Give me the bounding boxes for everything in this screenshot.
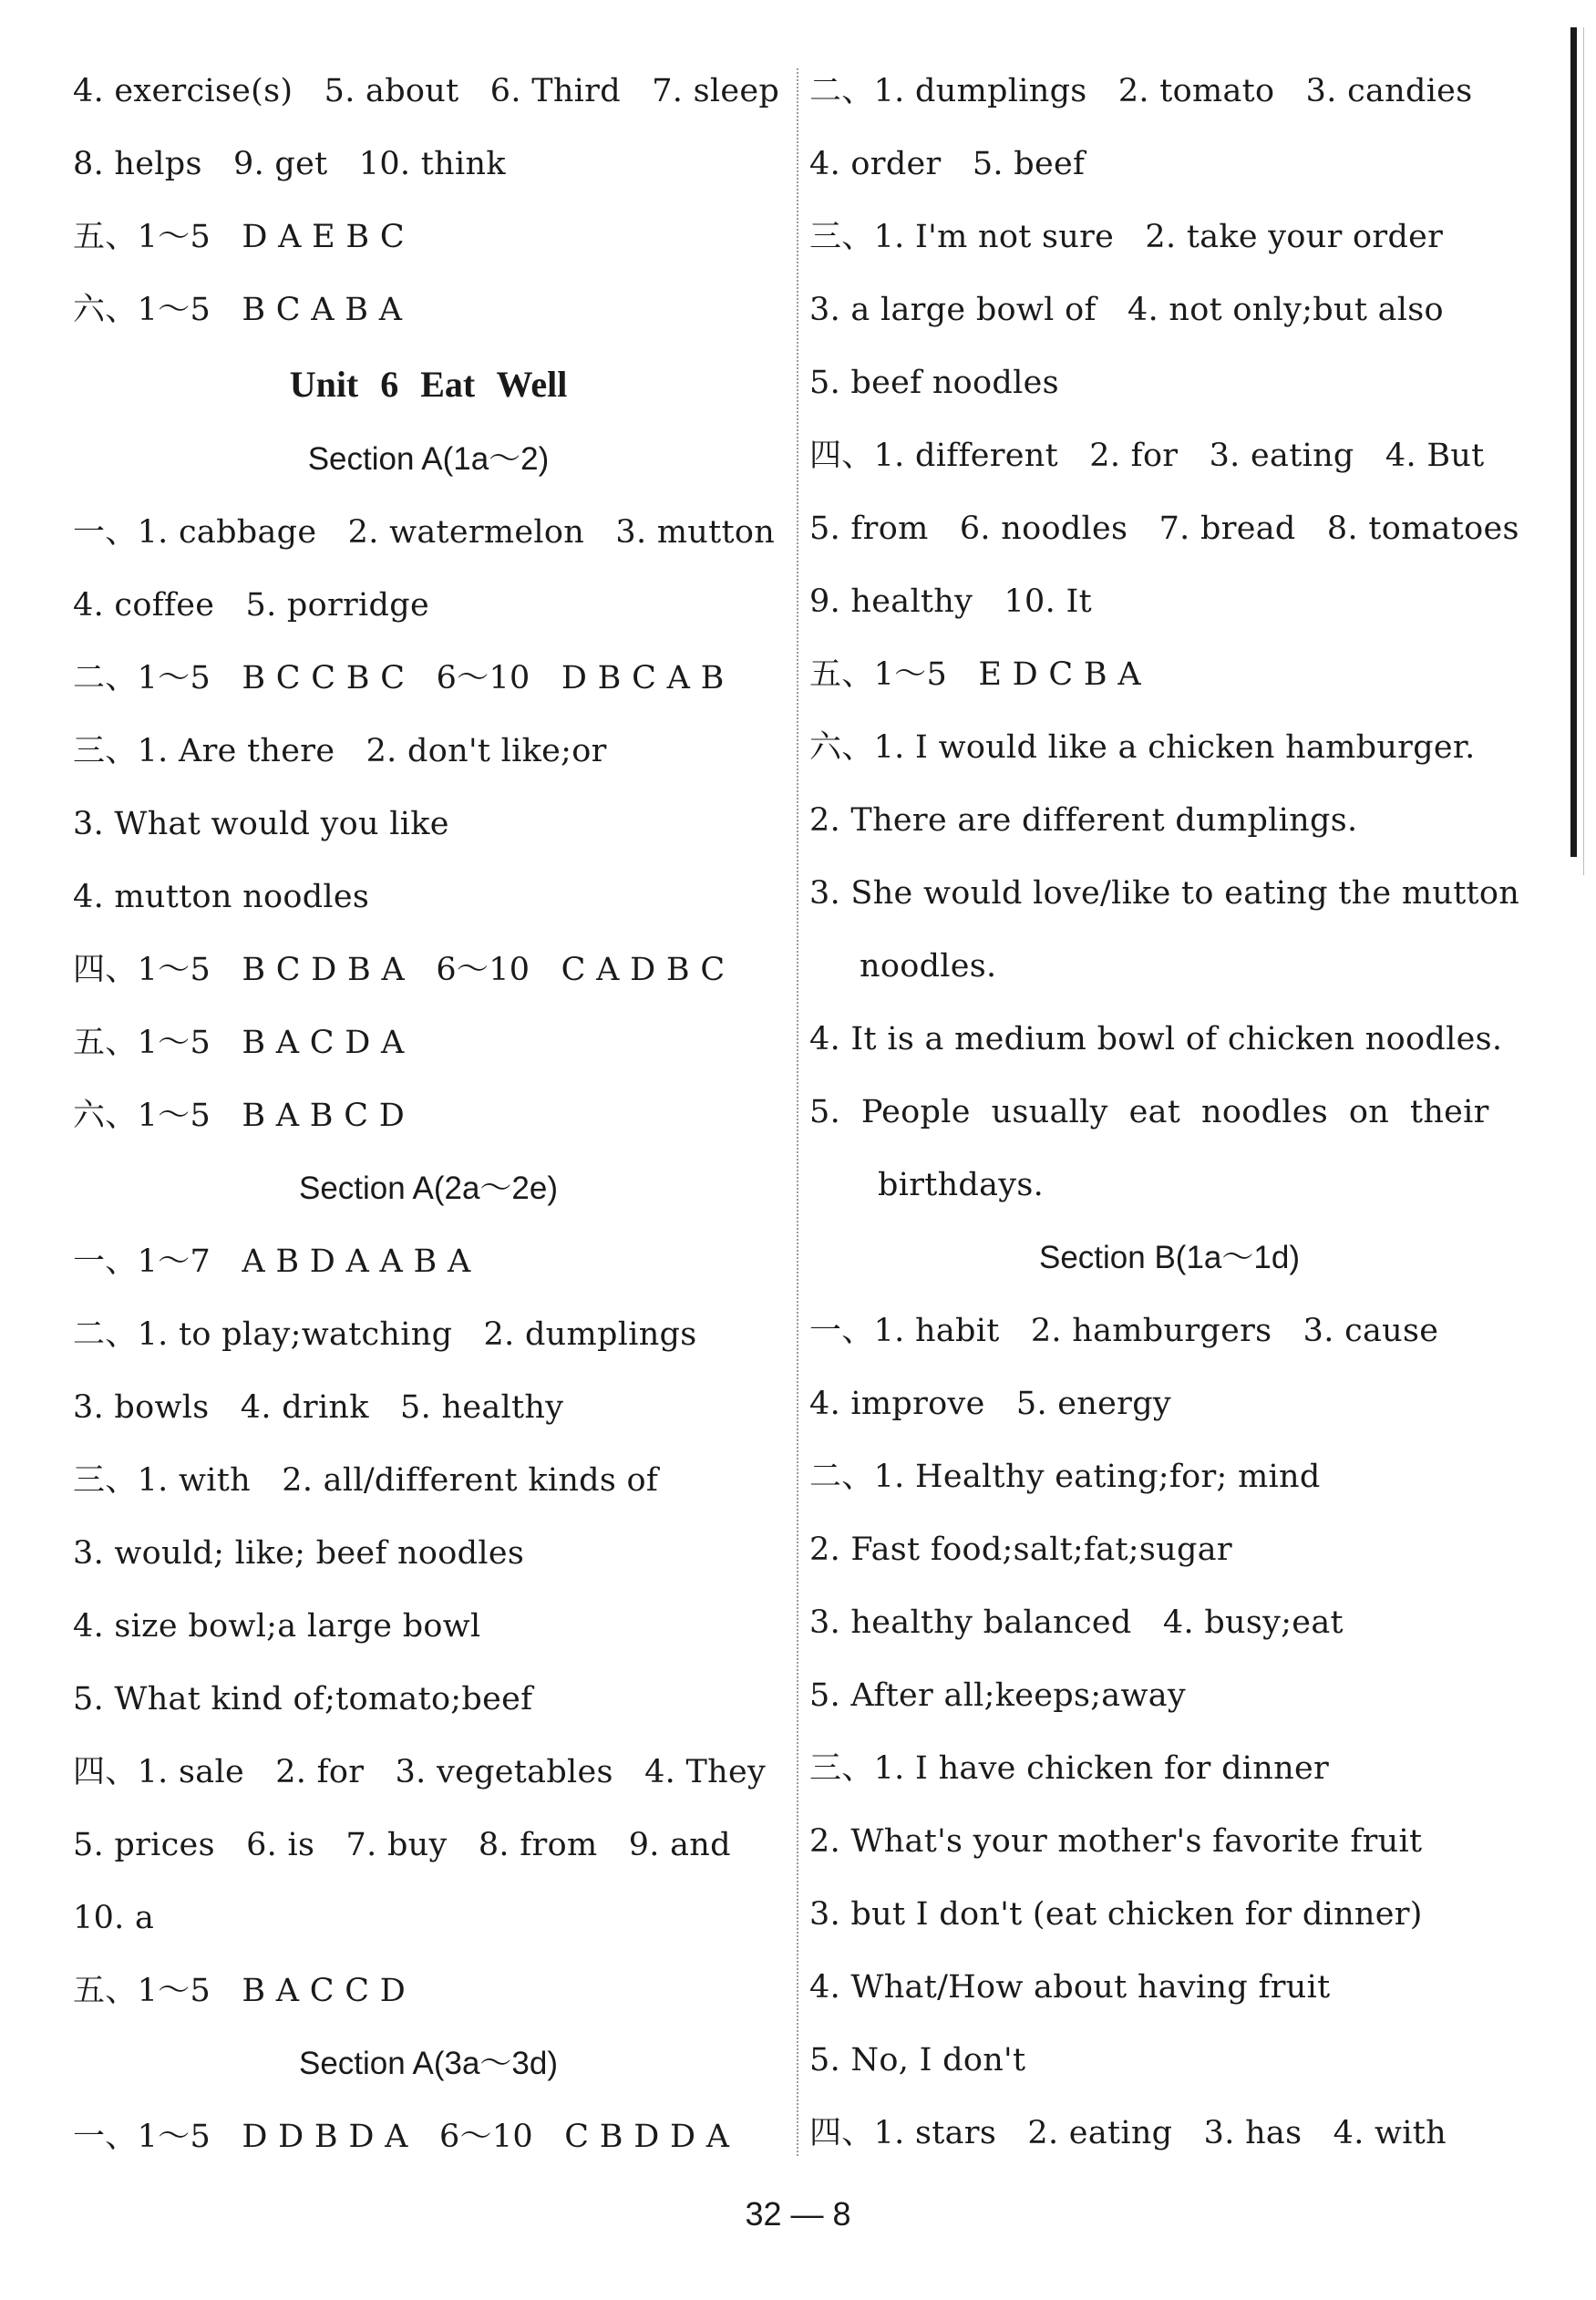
answer-line: 3. bowls 4. drink 5. healthy (73, 1389, 564, 1426)
answer-line: 六、1. I would like a chicken hamburger. (809, 729, 1476, 766)
right-column (809, 55, 1529, 2170)
answer-line: 4. What/How about having fruit (809, 1969, 1331, 2006)
answer-line: 五、1～5 B A C C D (73, 1973, 407, 2009)
answer-line: birthdays. (878, 1167, 1045, 1203)
answer-line: 4. It is a medium bowl of chicken noodles. (809, 1021, 1503, 1057)
answer-line: 3. a large bowl of 4. not only;but also (809, 292, 1444, 328)
binding-bar (1570, 27, 1577, 857)
answer-line: 10. a (73, 1900, 155, 1936)
answer-line: 5. No, I don't (809, 2042, 1026, 2078)
answer-line: 5. People usually eat noodles on their (809, 1094, 1489, 1130)
answer-line: 一、1. habit 2. hamburgers 3. cause (809, 1313, 1439, 1349)
answer-line: 二、1. dumplings 2. tomato 3. candies (809, 73, 1473, 109)
answer-line: 4. improve 5. energy (809, 1386, 1171, 1422)
unit-title: Unit 6 Eat Well (289, 364, 568, 405)
answer-line: 4. mutton noodles (73, 879, 370, 915)
answer-line: 三、1. Are there 2. don't like;or (73, 733, 607, 769)
answer-line: 二、1. to play;watching 2. dumplings (73, 1316, 697, 1353)
answer-line: 四、1. different 2. for 3. eating 4. But (809, 438, 1485, 474)
section-heading: Section B(1a～1d) (1039, 1240, 1300, 1275)
answer-line: 4. order 5. beef (809, 146, 1086, 182)
left-column (73, 55, 784, 2173)
answer-line: 5. What kind of;tomato;beef (73, 1681, 533, 1717)
answer-line: 5. beef noodles (809, 365, 1059, 401)
answer-line: 9. healthy 10. It (809, 583, 1092, 620)
answer-line: 3. but I don't (eat chicken for dinner) (809, 1896, 1423, 1933)
answer-line: 二、1. Healthy eating;for; mind (809, 1459, 1321, 1495)
section-heading: Section A(2a～2e) (298, 1171, 559, 1206)
answer-line: 3. would; like; beef noodles (73, 1535, 525, 1572)
answer-line: 一、1. cabbage 2. watermelon 3. mutton (73, 514, 776, 551)
answer-line: 5. from 6. noodles 7. bread 8. tomatoes (809, 511, 1519, 547)
section-heading: Section A(1a～2) (307, 441, 550, 477)
page-number: 32 — 8 (745, 2195, 851, 2233)
answer-line: 四、1. stars 2. eating 3. has 4. with (809, 2115, 1447, 2151)
section-heading: Section A(3a～3d) (298, 2046, 559, 2081)
answer-line: 四、1. sale 2. for 3. vegetables 4. They (73, 1754, 767, 1790)
answer-line: 5. After all;keeps;away (809, 1677, 1186, 1714)
answer-line: 4. size bowl;a large bowl (73, 1608, 481, 1645)
answer-line: 五、1～5 B A C D A (73, 1025, 405, 1061)
binding-edge-line (1583, 27, 1584, 875)
answer-line: noodles. (860, 948, 997, 985)
answer-line: 2. What's your mother's favorite fruit (809, 1823, 1423, 1860)
answer-line: 三、1. with 2. all/different kinds of (73, 1462, 659, 1499)
answer-line: 一、1～5 D D B D A 6～10 C B D D A (73, 2119, 730, 2155)
answer-line: 2. There are different dumplings. (809, 802, 1358, 839)
answer-line: 3. healthy balanced 4. busy;eat (809, 1604, 1344, 1641)
column-divider (797, 68, 798, 2156)
answer-line: 三、1. I have chicken for dinner (809, 1750, 1330, 1787)
answer-line: 三、1. I'm not sure 2. take your order (809, 219, 1444, 255)
answer-line: 五、1～5 E D C B A (809, 656, 1141, 693)
answer-line: 二、1～5 B C C B C 6～10 D B C A B (73, 660, 725, 696)
answer-line: 3. She would love/like to eating the mutton (809, 875, 1520, 912)
answer-line: 四、1～5 B C D B A 6～10 C A D B C (73, 952, 726, 988)
answer-line: 2. Fast food;salt;fat;sugar (809, 1532, 1232, 1568)
answer-line: 8. helps 9. get 10. think (73, 146, 506, 182)
answer-line: 六、1～5 B C A B A (73, 292, 403, 328)
answer-line: 4. coffee 5. porridge (73, 587, 429, 624)
answer-line: 五、1～5 D A E B C (73, 219, 405, 255)
answer-line: 一、1～7 A B D A A B A (73, 1243, 471, 1280)
answer-line: 3. What would you like (73, 806, 449, 842)
answer-line: 六、1～5 B A B C D (73, 1098, 406, 1134)
answer-line: 5. prices 6. is 7. buy 8. from 9. and (73, 1827, 731, 1863)
answer-line: 4. exercise(s) 5. about 6. Third 7. sleep (73, 73, 780, 109)
